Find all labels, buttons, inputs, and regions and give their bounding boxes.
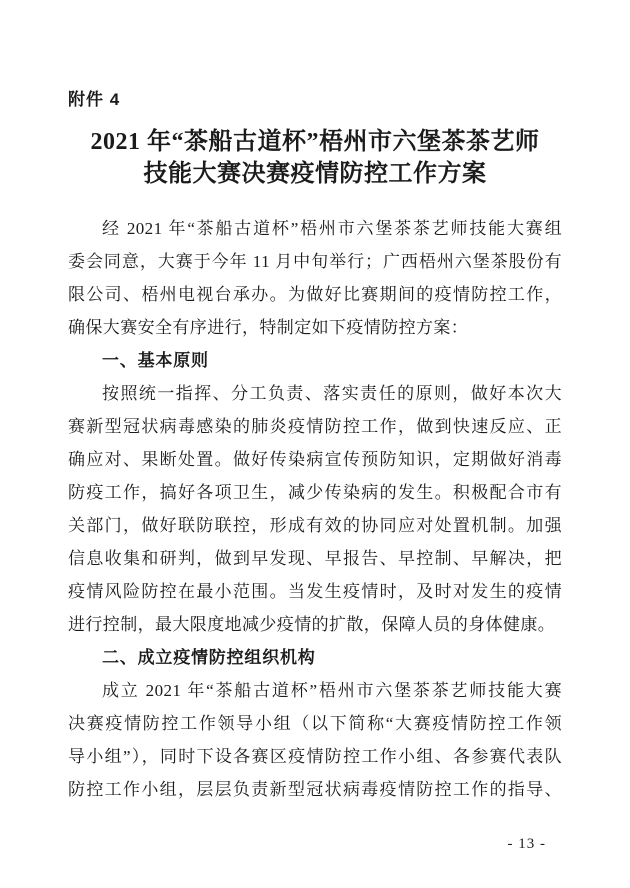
attachment-label: 附件 4 — [68, 90, 121, 109]
body-line: 按照统一指挥、分工负责、落实责任的原则，做好本次大 — [102, 384, 562, 403]
document-title-line-1: 2021 年“茶船古道杯”梧州市六堡茶茶艺师 — [90, 129, 540, 155]
body-line: 进行控制，最大限度地减少疫情的扩散，保障人员的身体健康。 — [68, 615, 556, 634]
body-line: 确保大赛安全有序进行，特制定如下疫情防控方案： — [68, 318, 469, 337]
body-line: 赛新型冠状病毒感染的肺炎疫情防控工作，做到快速反应、正 — [68, 417, 562, 436]
body-line: 决赛疫情防控工作领导小组（以下简称“大赛疫情防控工作领 — [68, 714, 562, 733]
body-line: 关部门，做好联防联控，形成有效的协同应对处置机制。加强 — [68, 516, 562, 535]
body-line: 防疫工作，搞好各项卫生，减少传染病的发生。积极配合市有 — [68, 483, 562, 502]
body-line: 限公司、梧州电视台承办。为做好比赛期间的疫情防控工作， — [68, 285, 562, 304]
body-line: 信息收集和研判，做到早发现、早报告、早控制、早解决，把 — [68, 549, 562, 568]
body-line: 疫情风险防控在最小范围。当发生疫情时，及时对发生的疫情 — [68, 582, 562, 601]
body-line: 导小组”），同时下设各赛区疫情防控工作小组、各参赛代表队 — [68, 747, 562, 766]
document-title-line-2: 技能大赛决赛疫情防控工作方案 — [143, 161, 487, 187]
body-line: 确应对、果断处置。做好传染病宣传预防知识，定期做好消毒 — [68, 450, 562, 469]
section-heading-basic-principles: 一、基本原则 — [102, 351, 209, 370]
section-heading-org-structure: 二、成立疫情防控组织机构 — [102, 648, 316, 667]
page-number: - 13 - — [507, 836, 546, 852]
document-body — [68, 212, 562, 806]
body-line: 委会同意，大赛于今年 11 月中旬举行；广西梧州六堡茶股份有 — [68, 252, 562, 271]
document-title — [40, 126, 590, 190]
body-line: 成立 2021 年“茶船古道杯”梧州市六堡茶茶艺师技能大赛 — [102, 681, 562, 700]
body-line: 经 2021 年“茶船古道杯”梧州市六堡茶茶艺师技能大赛组 — [102, 219, 562, 238]
body-line: 防控工作小组，层层负责新型冠状病毒疫情防控工作的指导、 — [68, 780, 562, 799]
